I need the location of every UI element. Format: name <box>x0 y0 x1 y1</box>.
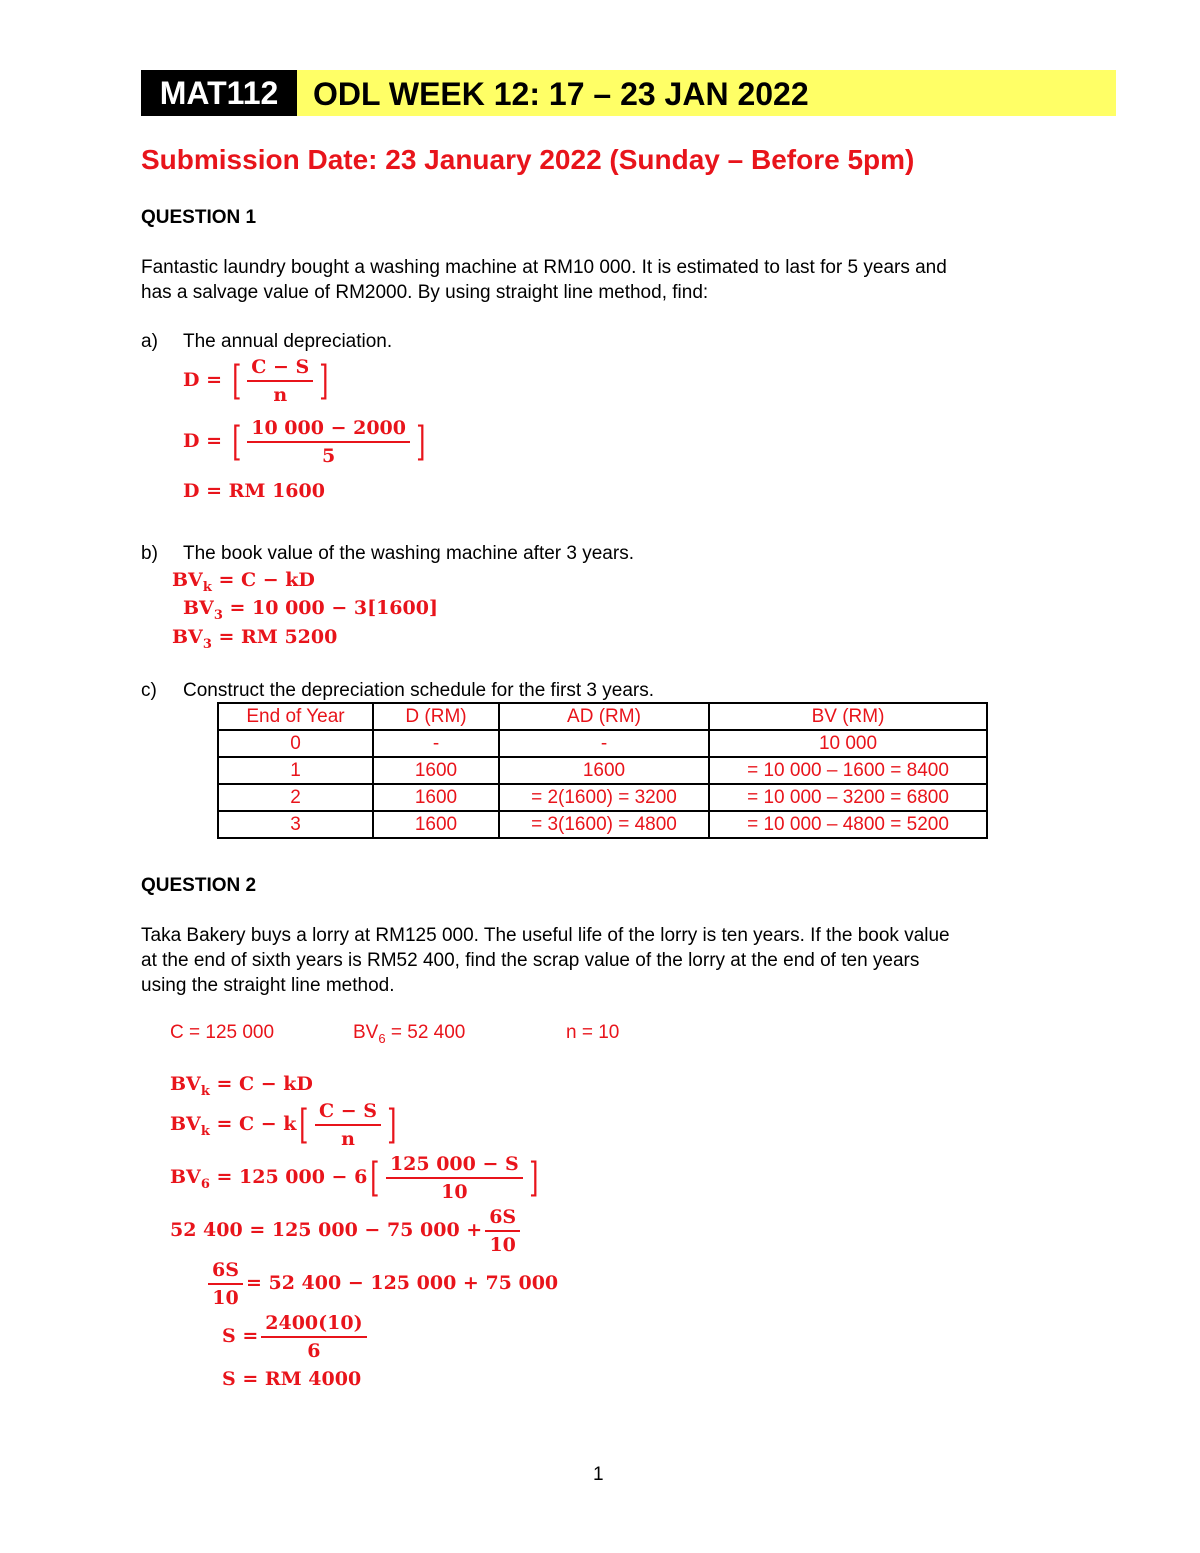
question-2-text-line3: using the straight line method. <box>141 975 395 996</box>
fraction <box>261 1312 366 1362</box>
bv-symbol: BV <box>183 597 214 619</box>
formula-rhs: = C − kD <box>209 1073 313 1095</box>
part-a-text: The annual depreciation. <box>183 331 393 352</box>
question-2-text-line1: Taka Bakery buys a lorry at RM125 000. The useful life of the lorry is ten years. If the book value <box>141 925 950 946</box>
fraction <box>315 1100 381 1150</box>
table-cell: = 2(1600) = 3200 <box>499 784 709 811</box>
denominator: 5 <box>322 445 336 467</box>
bv-subscript: k <box>200 1083 210 1099</box>
table-cell: 1600 <box>499 757 709 784</box>
formula-d-general <box>183 356 332 406</box>
table-cell: 1600 <box>373 811 499 838</box>
bv-symbol: BV <box>172 626 203 648</box>
q2-step-2 <box>170 1100 400 1150</box>
question-2-text <box>141 923 950 998</box>
table-header-cell: D (RM) <box>373 703 499 730</box>
formula-rhs: = RM 5200 <box>211 626 338 648</box>
bv-subscript: 3 <box>202 636 212 652</box>
numerator: 6S <box>485 1206 520 1232</box>
q2-step-3 <box>170 1153 541 1203</box>
depreciation-schedule-table <box>217 702 988 839</box>
formula-bv-general <box>172 569 315 595</box>
formula-d-substituted <box>183 417 429 467</box>
table-cell: - <box>499 730 709 757</box>
bracket-open: [ <box>231 419 242 465</box>
formula-rhs: = C − kD <box>211 569 315 591</box>
q2-step-1 <box>170 1073 313 1099</box>
bv-symbol: BV <box>170 1166 201 1188</box>
table-cell: 1 <box>218 757 373 784</box>
part-c <box>141 680 654 702</box>
question-2-heading: QUESTION 2 <box>141 875 257 896</box>
fraction <box>386 1153 523 1203</box>
table-row <box>218 757 987 784</box>
bv-subscript: 3 <box>213 607 223 623</box>
fraction <box>208 1259 243 1309</box>
part-b-text: The book value of the washing machine after 3 years. <box>183 543 634 564</box>
part-a <box>141 331 392 353</box>
q2-step-4 <box>170 1206 523 1256</box>
denominator: n <box>273 384 288 406</box>
question-1-text-line1: Fantastic laundry bought a washing machine at RM10 000. It is estimated to last for 5 years and <box>141 257 947 278</box>
table-cell: 1600 <box>373 784 499 811</box>
numerator: C − S <box>315 1100 381 1126</box>
part-b-label: b) <box>141 543 158 564</box>
denominator: 10 <box>212 1287 239 1309</box>
week-title-banner: ODL WEEK 12: 17 – 23 JAN 2022 <box>297 70 1116 116</box>
bracket-close: ] <box>387 1102 397 1148</box>
table-header-row <box>218 703 987 730</box>
part-a-label: a) <box>141 331 158 352</box>
denominator: 10 <box>489 1234 516 1256</box>
denominator: 10 <box>441 1181 468 1203</box>
table-cell: 2 <box>218 784 373 811</box>
formula-bv-substituted <box>183 597 438 623</box>
numerator: 2400(10) <box>261 1312 366 1338</box>
question-1-text-line2: has a salvage value of RM2000. By using straight line method, find: <box>141 282 709 303</box>
table-cell: 1600 <box>373 757 499 784</box>
bracket-open: [ <box>370 1155 380 1201</box>
bv-subscript: k <box>202 579 212 595</box>
question-1-heading: QUESTION 1 <box>141 207 257 228</box>
denominator: n <box>341 1128 355 1150</box>
formula-lhs: D = <box>183 369 223 391</box>
formula-mid: = 125 000 − 6 <box>209 1166 368 1188</box>
table-header-cell: BV (RM) <box>709 703 987 730</box>
table-row <box>218 784 987 811</box>
numerator: 10 000 − 2000 <box>247 417 410 443</box>
table-cell: = 10 000 – 4800 = 5200 <box>709 811 987 838</box>
bv-subscript: 6 <box>378 1030 386 1046</box>
bv-symbol: BV <box>353 1022 379 1043</box>
page-number: 1 <box>593 1464 604 1485</box>
fraction <box>247 356 313 406</box>
q2-step-5 <box>205 1259 558 1309</box>
table-header-cell: End of Year <box>218 703 373 730</box>
bracket-open: [ <box>231 358 242 404</box>
table-cell: - <box>373 730 499 757</box>
part-c-text: Construct the depreciation schedule for the first 3 years. <box>183 680 655 701</box>
question-2-text-line2: at the end of sixth years is RM52 400, find the scrap value of the lorry at the end of ten years <box>141 950 920 971</box>
formula-rhs: = 10 000 − 3[1600] <box>222 597 438 619</box>
numerator: 6S <box>208 1259 243 1285</box>
given-value: = 52 400 <box>385 1022 466 1043</box>
submission-date: Submission Date: 23 January 2022 (Sunday – Before 5pm) <box>141 144 915 175</box>
bv-symbol: BV <box>170 1113 201 1135</box>
q2-result: S = RM 4000 <box>222 1368 362 1390</box>
formula-rhs: = 52 400 − 125 000 + 75 000 <box>245 1272 559 1294</box>
table-cell: 0 <box>218 730 373 757</box>
table-header-cell: AD (RM) <box>499 703 709 730</box>
given-book-value <box>353 1022 465 1046</box>
table-row <box>218 730 987 757</box>
bv-symbol: BV <box>172 569 203 591</box>
table-cell: = 10 000 – 3200 = 6800 <box>709 784 987 811</box>
given-cost: C = 125 000 <box>170 1022 275 1043</box>
course-code-badge: MAT112 <box>141 70 297 116</box>
question-1-text <box>141 255 947 305</box>
q2-step-6 <box>222 1312 370 1362</box>
bv-symbol: BV <box>170 1073 201 1095</box>
bracket-close: ] <box>416 419 426 465</box>
bv-subscript: k <box>200 1123 210 1139</box>
table-row <box>218 811 987 838</box>
table-cell: = 3(1600) = 4800 <box>499 811 709 838</box>
bracket-close: ] <box>528 1155 539 1201</box>
formula-lhs: 52 400 = 125 000 − 75 000 + <box>170 1219 483 1241</box>
fraction <box>485 1206 520 1256</box>
table-cell: 10 000 <box>709 730 987 757</box>
part-c-label: c) <box>141 680 157 701</box>
bracket-close: ] <box>319 358 329 404</box>
bv-subscript: 6 <box>200 1176 210 1192</box>
table-cell: = 10 000 – 1600 = 8400 <box>709 757 987 784</box>
formula-lhs: S = <box>222 1325 259 1347</box>
fraction <box>247 417 410 467</box>
formula-d-result: D = RM 1600 <box>183 480 325 502</box>
bracket-open: [ <box>299 1102 309 1148</box>
formula-bv-result <box>172 626 337 652</box>
denominator: 6 <box>307 1340 321 1362</box>
numerator: 125 000 − S <box>386 1153 523 1179</box>
numerator: C − S <box>247 356 313 382</box>
formula-mid: = C − k <box>209 1113 297 1135</box>
formula-lhs: D = <box>183 430 223 452</box>
part-b <box>141 543 634 565</box>
given-life: n = 10 <box>566 1022 620 1043</box>
table-cell: 3 <box>218 811 373 838</box>
